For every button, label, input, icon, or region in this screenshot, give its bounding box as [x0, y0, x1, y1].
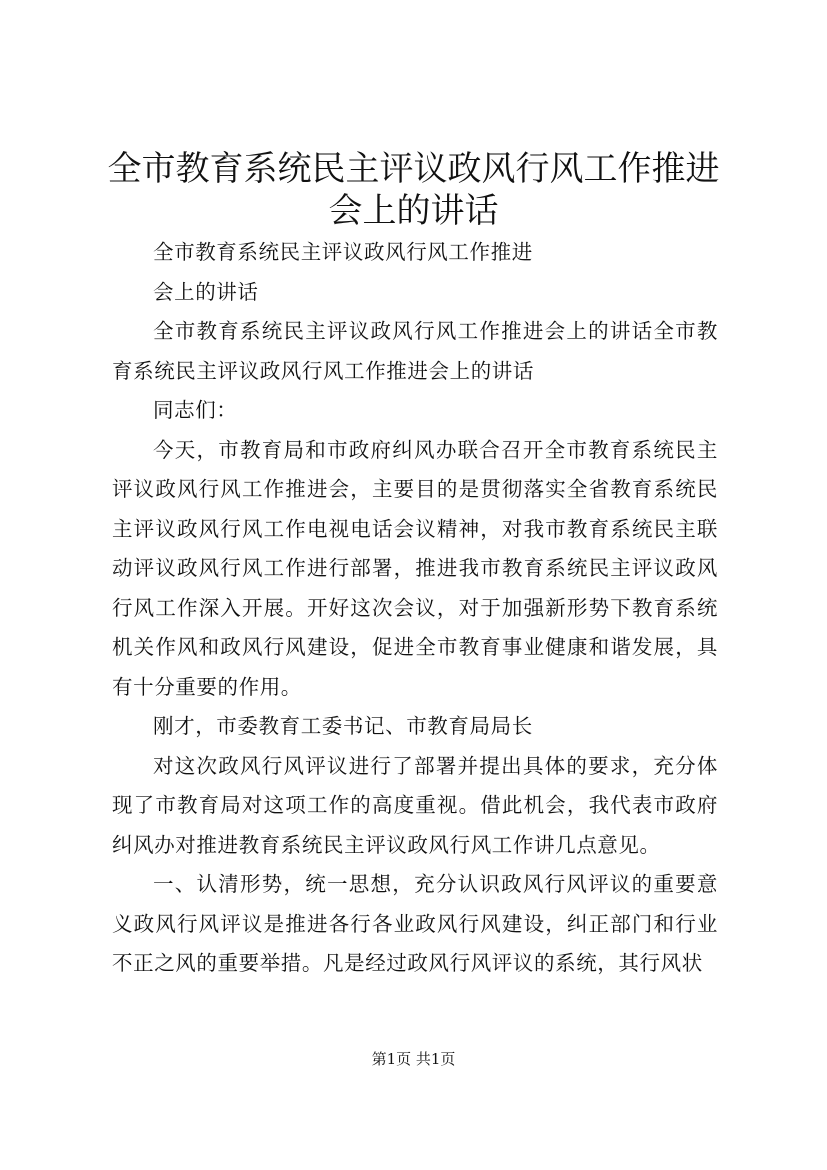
salutation: 同志们：: [153, 398, 238, 422]
paragraph: 全市教育系统民主评议政风行风工作推进: [153, 240, 533, 264]
document-title: 全市教育系统民主评议政风行风工作推进会上的讲话: [107, 149, 720, 231]
paragraph: 一、认清形势，统一思想，充分认识政风行风评议的重要意义政风行风评议是推进各行各业政风行风建设，纠正部门和行业不正之风的重要举措。凡是经过政风行风评议的系统，其行风状: [112, 872, 718, 975]
paragraph: 会上的讲话: [153, 279, 259, 304]
paragraph: 今天，市教育局和市政府纠风办联合召开全市教育系统民主评议政风行风工作推进会，主要目的是贯彻落实全省教育系统民主评议政风行风工作电视电话会议精神，对我市教育系统民主联动评议政风行风工作进行部署，推进我市教育系统民主评议政风行风工作深入开展。开好这次会议，对于加强新形势下教育系统机关作风和政风行风建设，促进全市教育事业健康和谐发展，具有十分重要的作用。: [112, 437, 718, 699]
paragraph: 对这次政风行风评议进行了部署并提出具体的要求，充分体现了市教育局对这项工作的高度重视。借此机会，我代表市政府纠风办对推进教育系统民主评议政风行风工作讲几点意见。: [112, 753, 718, 857]
page-footer: 第1页 共1页: [371, 1050, 456, 1068]
document-body: [112, 233, 718, 984]
paragraph: 刚才，市委教育工委书记、市教育局局长: [153, 714, 533, 738]
paragraph: 全市教育系统民主评议政风行风工作推进会上的讲话全市教育系统民主评议政风行风工作推进会上的讲话: [112, 319, 718, 383]
